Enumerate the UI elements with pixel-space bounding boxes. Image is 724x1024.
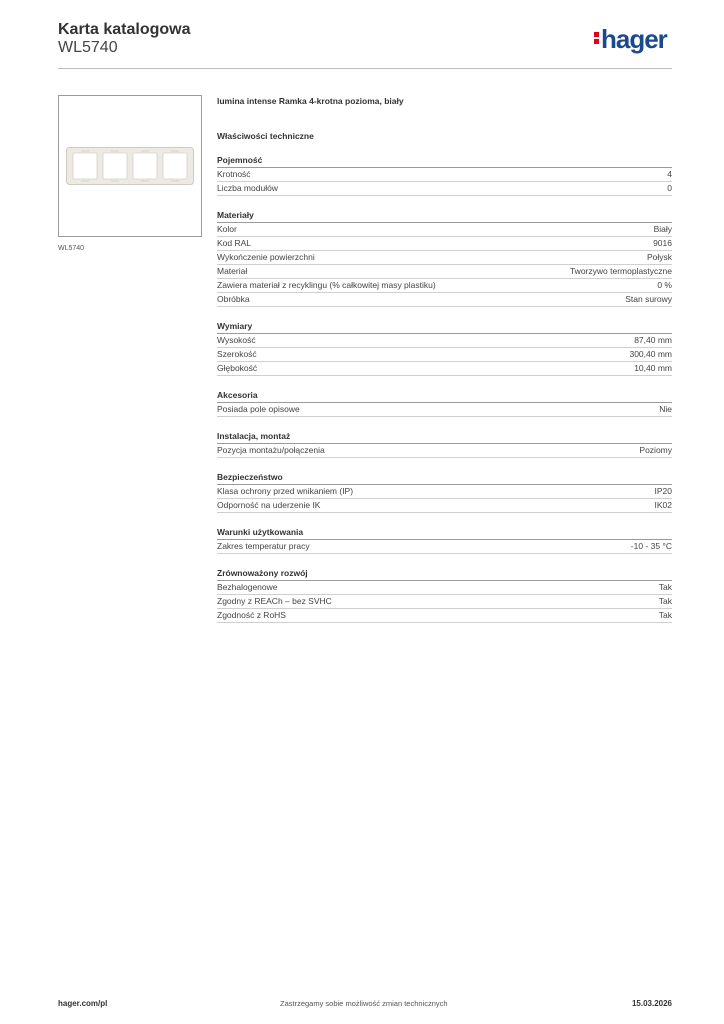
spec-label: Wykończenie powierzchni [217, 252, 315, 262]
spec-row [217, 444, 672, 458]
spec-value: Poziomy [639, 445, 672, 455]
spec-label: Liczba modułów [217, 183, 278, 193]
spec-row [217, 334, 672, 348]
spec-value: 0 [667, 183, 672, 193]
spec-section [217, 526, 672, 554]
spec-section [217, 471, 672, 513]
logo-dots-icon [594, 26, 601, 46]
logo-text: hager [601, 24, 667, 54]
spec-section [217, 567, 672, 623]
spec-value: -10 - 35 °C [630, 541, 672, 551]
spec-label: Zgodność z RoHS [217, 610, 286, 620]
spec-label: Pozycja montażu/połączenia [217, 445, 325, 455]
spec-row [217, 182, 672, 196]
spec-row [217, 540, 672, 554]
spec-label: Obróbka [217, 294, 250, 304]
spec-row [217, 348, 672, 362]
spec-value: Tak [658, 610, 672, 620]
spec-row [217, 609, 672, 623]
spec-section [217, 430, 672, 458]
spec-section [217, 209, 672, 307]
spec-row [217, 485, 672, 499]
spec-label: Bezhalogenowe [217, 582, 278, 592]
section-title: Warunki użytkowania [217, 526, 672, 540]
spec-value: Biały [653, 224, 672, 234]
section-title: Zrównoważony rozwój [217, 567, 672, 581]
spec-row [217, 223, 672, 237]
spec-row [217, 168, 672, 182]
spec-row [217, 595, 672, 609]
spec-value: Tworzywo termoplastyczne [569, 266, 672, 276]
spec-section [217, 320, 672, 376]
spec-label: Posiada pole opisowe [217, 404, 300, 414]
spec-row [217, 362, 672, 376]
spec-label: Zawiera materiał z recyklingu (% całkowitej masy plastiku) [217, 280, 436, 290]
spec-label: Krotność [217, 169, 251, 179]
spec-value: Stan surowy [625, 294, 672, 304]
document-title: Karta katalogowa [58, 21, 191, 38]
frame-product-image [66, 147, 194, 185]
spec-label: Kolor [217, 224, 237, 234]
spec-value: 0 % [657, 280, 672, 290]
spec-label: Kod RAL [217, 238, 252, 248]
spec-content [217, 95, 672, 636]
spec-section [217, 389, 672, 417]
spec-label: Zgodny z REACh – bez SVHC [217, 596, 332, 606]
spec-label: Wysokość [217, 335, 256, 345]
spec-row [217, 265, 672, 279]
spec-row [217, 251, 672, 265]
tech-properties-title: Właściwości techniczne [217, 131, 314, 141]
footer-date: 15.03.2026 [631, 999, 672, 1008]
footer-disclaimer: Zastrzegamy sobie możliwość zmian technicznych [280, 999, 448, 1008]
spec-label: Materiał [217, 266, 248, 276]
spec-label: Klasa ochrony przed wnikaniem (IP) [217, 486, 354, 496]
header-divider [58, 68, 672, 69]
spec-value: 10,40 mm [634, 363, 672, 373]
spec-label: Zakres temperatur pracy [217, 541, 310, 551]
hager-logo [594, 26, 667, 52]
spec-row [217, 403, 672, 417]
spec-value: Nie [659, 404, 672, 414]
section-title: Pojemność [217, 154, 672, 168]
spec-value: Tak [658, 596, 672, 606]
section-title: Instalacja, montaż [217, 430, 672, 444]
spec-value: 300,40 mm [629, 349, 672, 359]
spec-value: 87,40 mm [634, 335, 672, 345]
spec-value: Tak [658, 582, 672, 592]
spec-value: IP20 [654, 486, 672, 496]
section-title: Wymiary [217, 320, 672, 334]
spec-label: Głębokość [217, 363, 258, 373]
spec-row [217, 293, 672, 307]
section-title: Bezpieczeństwo [217, 471, 672, 485]
section-title: Materiały [217, 209, 672, 223]
spec-label: Szerokość [217, 349, 257, 359]
spec-row [217, 499, 672, 513]
image-caption: WL5740 [58, 245, 85, 252]
footer-website: hager.com/pl [58, 999, 108, 1008]
spec-label: Odporność na uderzenie IK [217, 500, 321, 510]
spec-sections [217, 154, 672, 623]
section-title: Akcesoria [217, 389, 672, 403]
spec-value: 4 [667, 169, 672, 179]
spec-value: IK02 [654, 500, 672, 510]
spec-row [217, 237, 672, 251]
spec-value: 9016 [653, 238, 672, 248]
product-name: lumina intense Ramka 4-krotna pozioma, biały [217, 96, 404, 106]
spec-row [217, 279, 672, 293]
spec-value: Połysk [646, 252, 672, 262]
spec-section [217, 154, 672, 196]
product-code: WL5740 [58, 39, 118, 56]
product-image-box [58, 95, 202, 237]
spec-row [217, 581, 672, 595]
